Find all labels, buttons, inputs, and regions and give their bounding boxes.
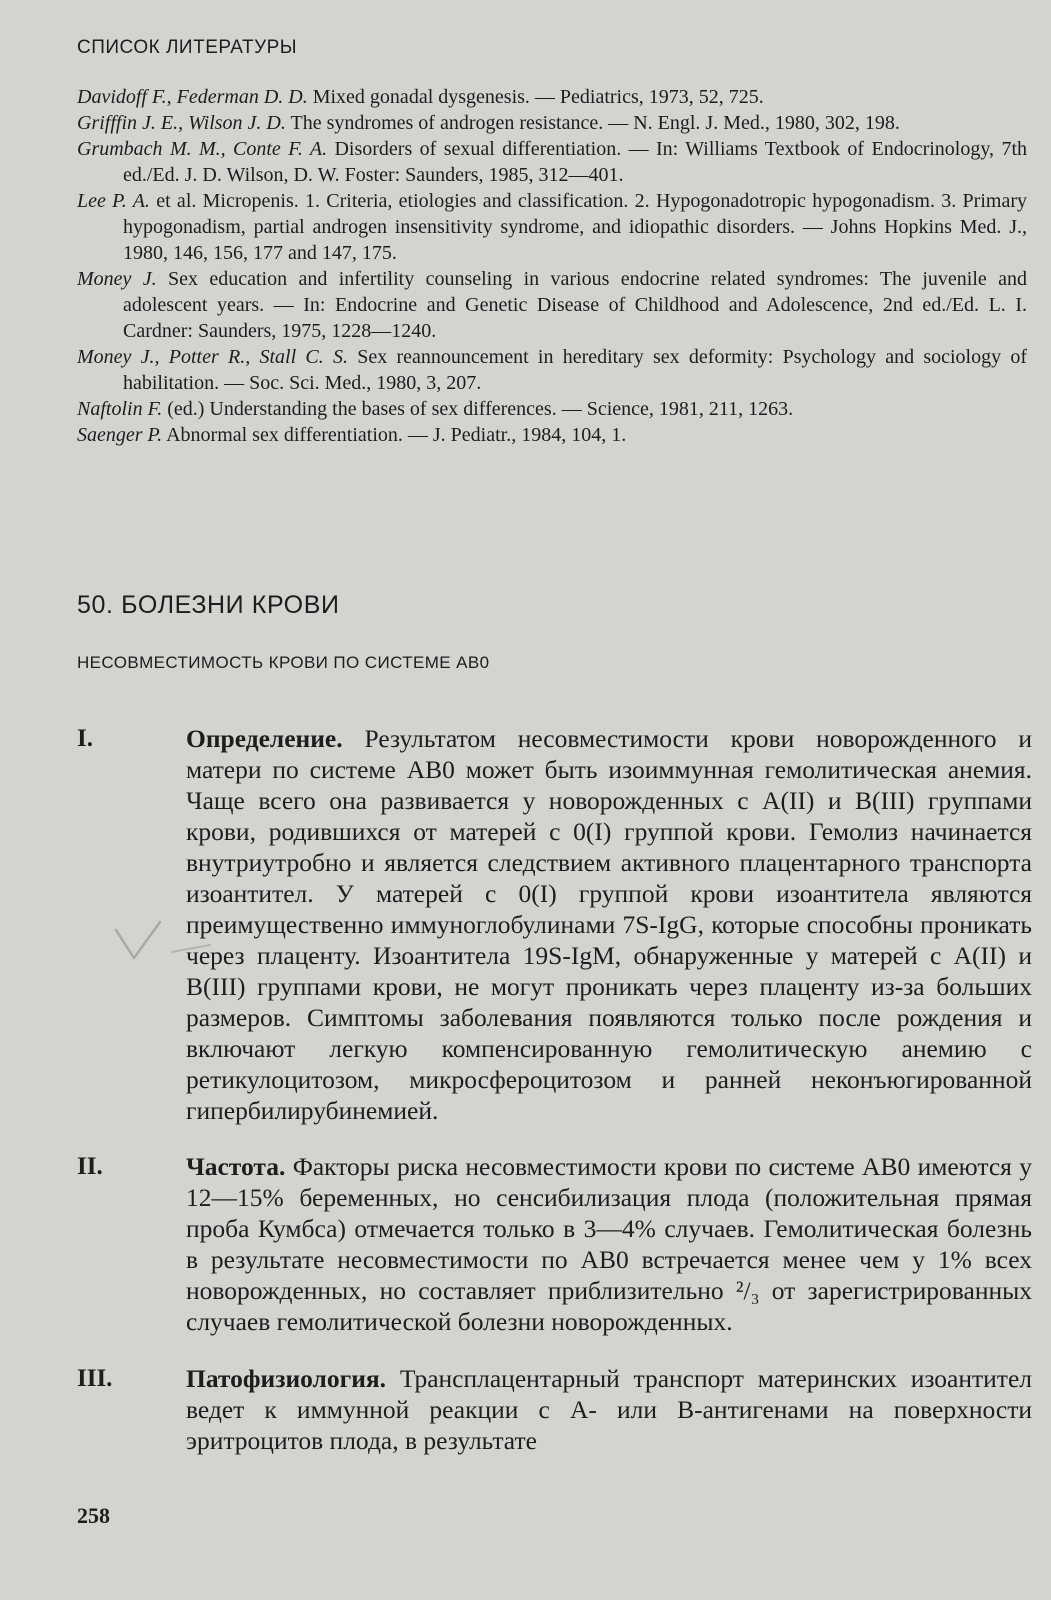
section-body [186,723,1032,1126]
reference-authors: Naftolin F. [77,398,163,420]
section-heading: Патофизиология. [186,1363,387,1393]
reference-list [77,84,1027,448]
reference-text: Sex education and infertility counseling in various endocrine related syndromes: The juvenile and adolescent years. — In: Endocrine and Genetic Disease of Childhood and Adolescence, 2nd ed./Ed. L. I. Cardner: Saunders, 1975, 1228—1240. [123,268,1027,342]
pencil-checkmark-icon [112,918,212,968]
reference-entry [77,136,1027,188]
section-number: III. [77,1364,113,1392]
reference-text: et al. Micropenis. 1. Criteria, etiologies and classification. 2. Hypogonadotropic hypogonadism. 3. Primary hypogonadism, partial androgen insensitivity syndrome, and idiopathic disorders. — Johns Hopkins Med. J., 1980, 146, 156, 177 and 147, 175. [123,190,1027,264]
section-number: II. [77,1153,103,1180]
section-item [77,1151,1032,1337]
reference-text: (ed.) Understanding the bases of sex differences. — Science, 1981, 211, 1263. [162,398,794,420]
reference-text: Sex reannouncement in hereditary sex deformity: Psychology and sociology of habilitation. — Soc. Sci. Med., 1980, 3, 207. [123,346,1027,394]
reference-text: The syndromes of androgen resistance. — N. Engl. J. Med., 1980, 302, 198. [285,112,900,134]
numbered-sections [77,697,1032,1481]
reference-entry [77,188,1027,266]
section-body [186,1151,1032,1337]
section-heading: Определение. [186,723,343,753]
reference-entry [77,266,1027,344]
reference-text: Abnormal sex differentiation. — J. Pediatr., 1984, 104, 1. [162,424,627,446]
page-number: 258 [77,1503,110,1528]
reference-authors: Money J., Potter R., Stall C. S. [77,346,348,368]
reference-text: Mixed gonadal dysgenesis. — Pediatrics, 1973, 52, 725. [307,86,764,108]
reference-authors: Saenger P. [77,424,163,446]
section-item [77,1363,1032,1456]
reference-entry [77,110,1027,136]
reference-entry [77,396,1027,422]
reference-authors: Grifffin J. E., Wilson J. D. [77,112,286,134]
reference-entry [77,344,1027,396]
section-text: Факторы риска несовместимости крови по системе АВ0 имеются у 12—15% беременных, но сенсибилизация плода (положительная прямая проба Кумбса) отмечается только в 3—4% случаев. Гемолитическая болезнь в результате несовместимости по АВ0 встречается менее чем у 1% всех новорожденных, но составляет приблизительно ²/₃ от зарегистрированных случаев гемолитической болезни новорожденных. [186,1152,1032,1336]
reference-text: Disorders of sexual differentiation. — In: Williams Textbook of Endocrinology, 7th ed./Ed. J. D. Wilson, D. W. Foster: Saunders, 1985, 312—401. [123,138,1027,186]
section-heading: Частота. [186,1152,286,1181]
section-title: НЕСОВМЕСТИМОСТЬ КРОВИ ПО СИСТЕМЕ АВ0 [77,653,490,672]
reference-authors: Lee P. A. [77,190,150,212]
reference-entry [77,84,1027,110]
section-text: Трансплацентарный транспорт материнских изоантител ведет к иммунной реакции с А- или В-антигенами на поверхности эритроцитов плода, в результате [186,1363,1032,1455]
chapter-title: 50. БОЛЕЗНИ КРОВИ [77,591,340,619]
reference-authors: Grumbach M. M., Conte F. A. [77,138,328,160]
section-body [186,1363,1032,1456]
reference-authors: Money J. [77,268,157,290]
section-item [77,723,1032,1126]
reference-authors: Davidoff F., Federman D. D. [77,86,308,108]
section-text: Результатом несовместимости крови новорожденного и матери по системе АВ0 может быть изоиммунная гемолитическая анемия. Чаще всего она развивается у новорожденных с А(II) и В(III) группами крови, родившихся от матерей с 0(I) группой крови. Гемолиз начинается внутриутробно и является следствием активного плацентарного транспорта изоантител. У матерей с 0(I) группой крови изоантитела являются преимущественно иммуноглобулинами 7S-IgG, которые способны проникать через плаценту. Изоантитела 19S-IgM, обнаруженные у матерей с А(II) и В(III) группами крови, не могут проникать через плаценту из-за больших размеров. Симптомы заболевания появляются только после рождения и включают легкую компенсированную гемолитическую анемию с ретикулоцитозом, микросфероцитозом и ранней неконъюгированной гипербилирубинемией. [186,723,1032,1125]
section-number: I. [77,724,93,752]
reference-entry [77,422,1027,448]
running-head: СПИСОК ЛИТЕРАТУРЫ [77,37,298,58]
